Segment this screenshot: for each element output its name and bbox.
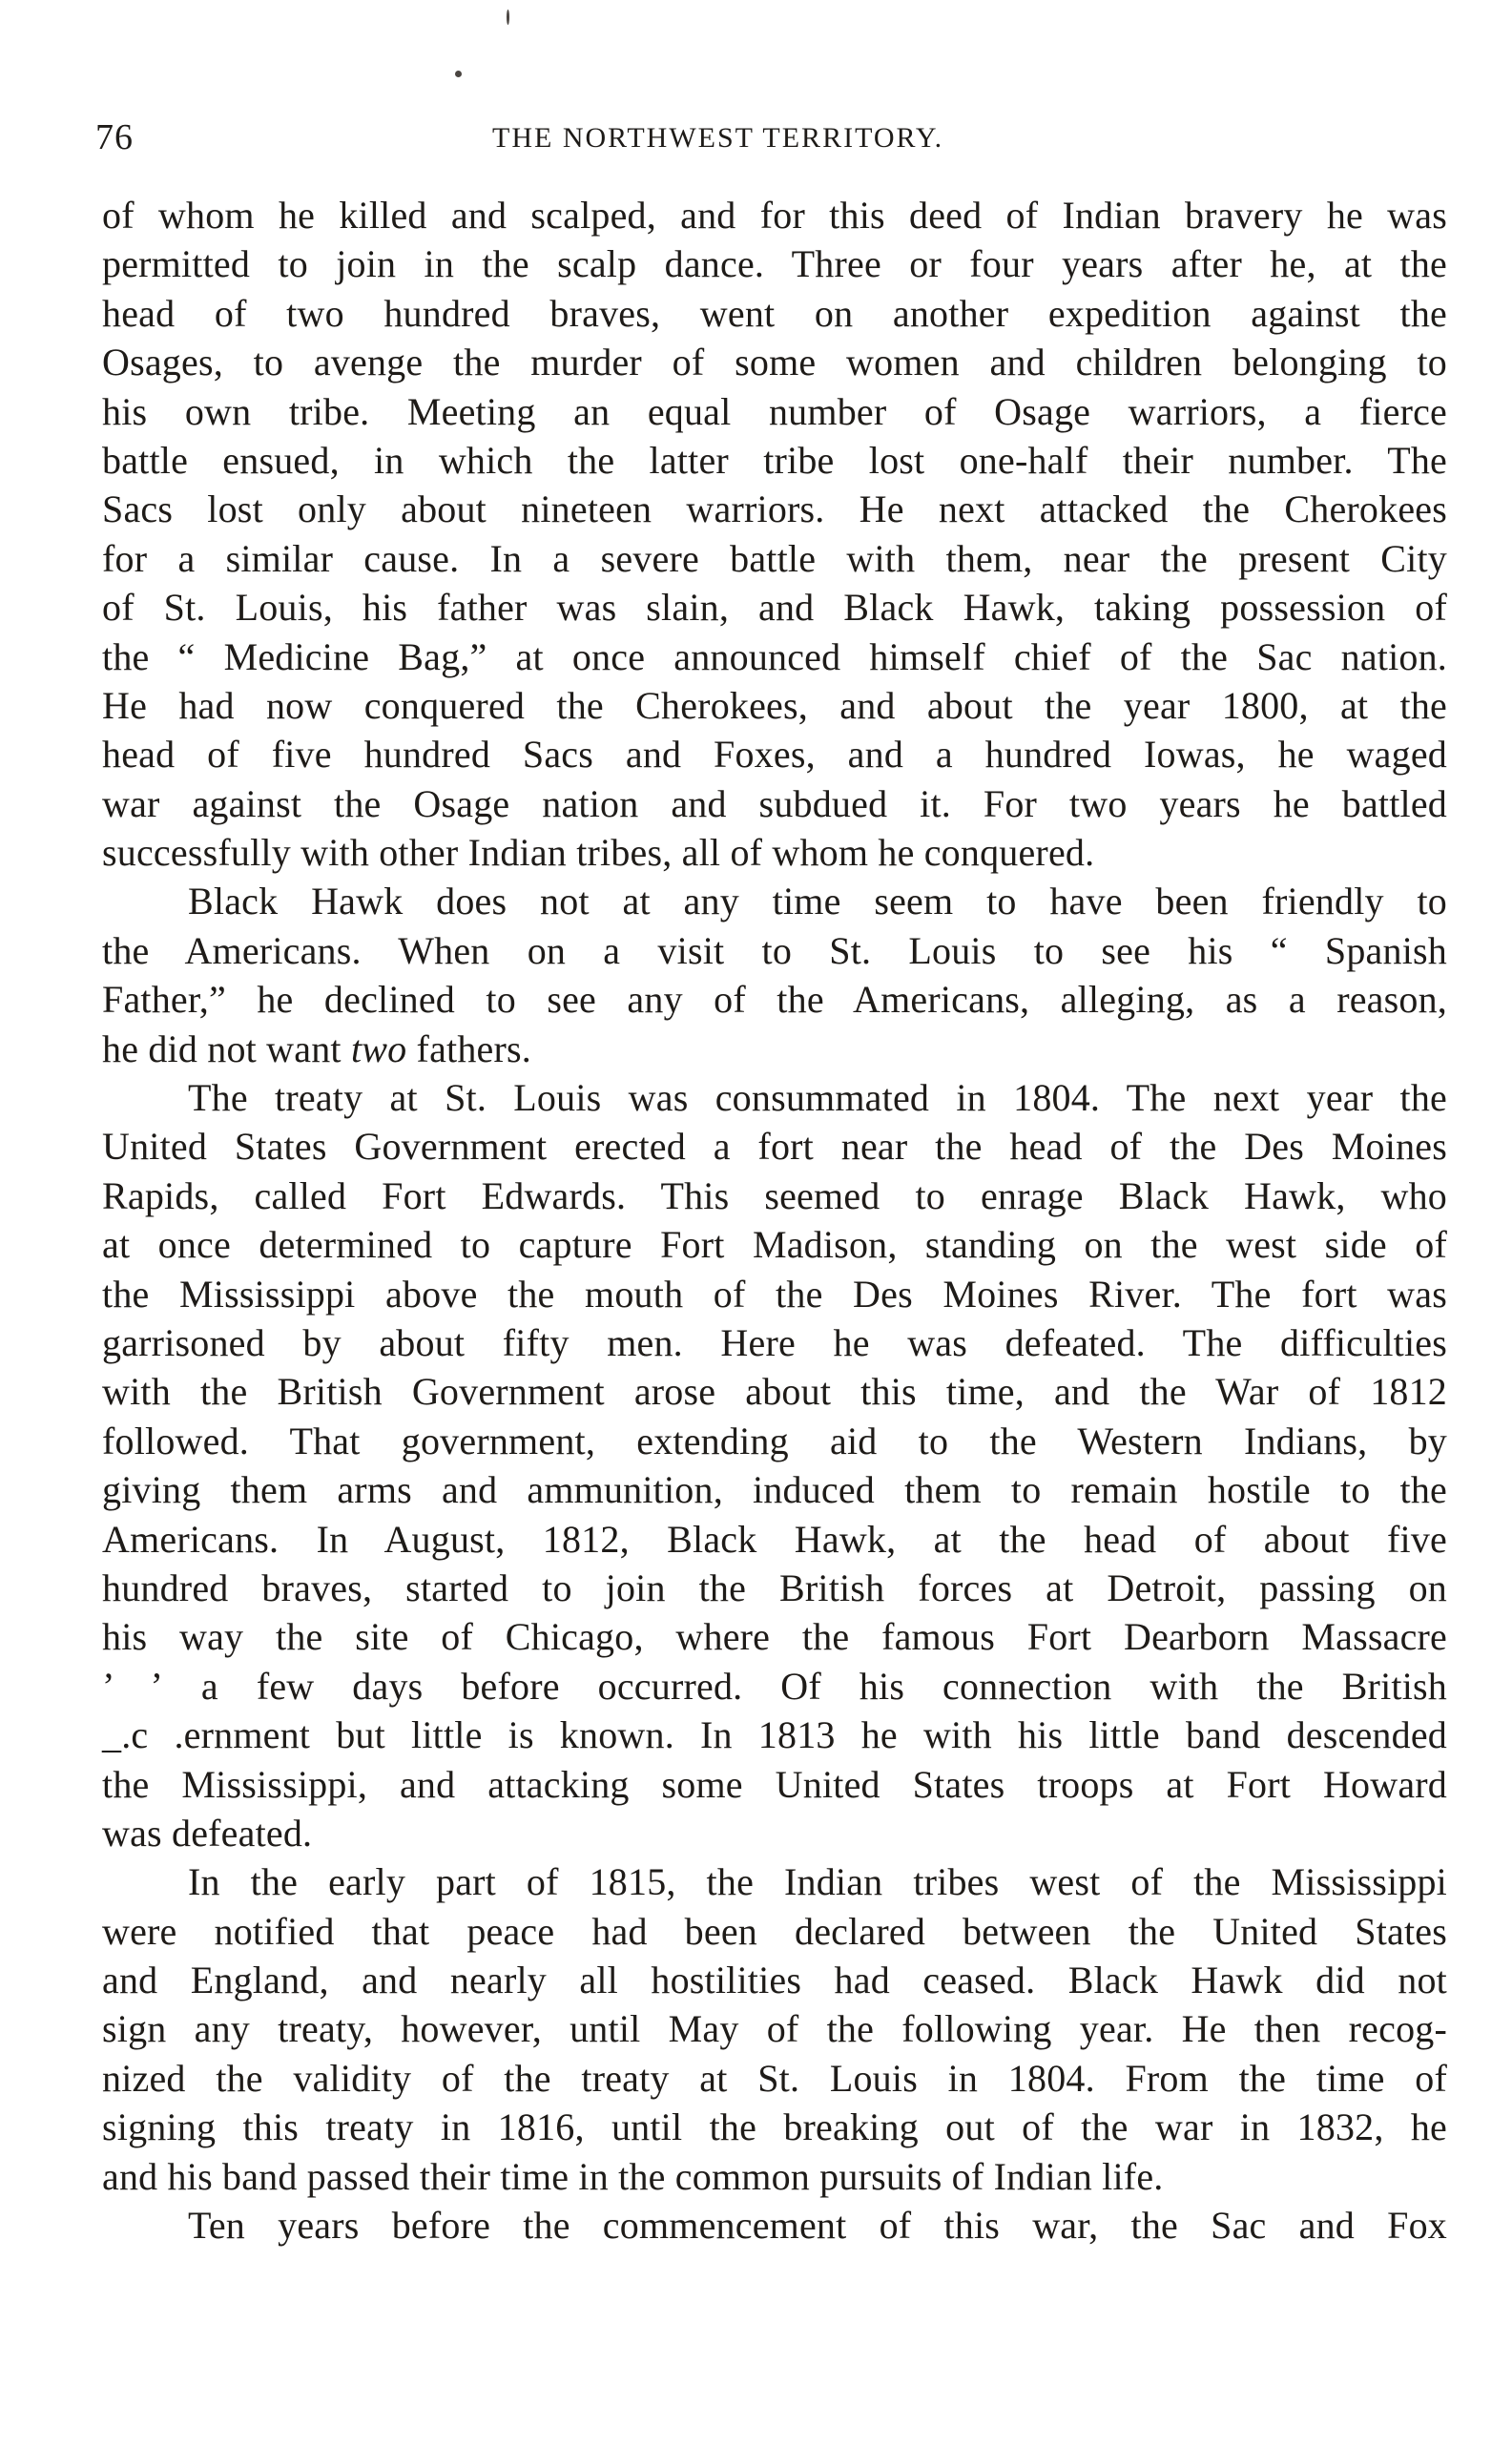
text-line: was defeated. (102, 1811, 313, 1855)
text-line: giving them arms and ammunition, induced them to remain hostile to the (102, 1468, 1447, 1512)
text-line: with the British Government arose about this time, and the War of 1812 (102, 1370, 1447, 1414)
text-line: signing this treaty in 1816, until the breaking out of the war in 1832, he (102, 2105, 1447, 2149)
text-line: ’ ʼ a few days before occurred. Of his connection with the British (102, 1664, 1447, 1708)
text-line: Osages, to avenge the murder of some women and children belonging to (102, 341, 1447, 384)
text-line: He had now conquered the Cherokees, and about the year 1800, at the (102, 683, 1447, 727)
text-line: the “ Medicine Bag,” at once announced himself chief of the Sac nation. (102, 634, 1447, 678)
text-line: head of two hundred braves, went on another expedition against the (102, 291, 1447, 335)
text-line: war against the Osage nation and subdued it. For two years he battled (102, 781, 1447, 825)
text-line: his own tribe. Meeting an equal number of Osage warriors, a fierce (102, 389, 1447, 433)
text-line: his way the site of Chicago, where the famous Fort Dearborn Massacre (102, 1615, 1447, 1659)
text-line: permitted to join in the scalp dance. Three or four years after he, at the (102, 242, 1447, 286)
text-line: Americans. In August, 1812, Black Hawk, at the head of about five (102, 1517, 1447, 1561)
text-line: hundred braves, started to join the British forces at Detroit, passing on (102, 1566, 1447, 1609)
text-line: and his band passed their time in the common pursuits of Indian life. (102, 2154, 1164, 2198)
text-line: of St. Louis, his father was slain, and Black Hawk, taking possession of (102, 586, 1447, 630)
text-line: Father,” he declined to see any of the Americans, alleging, as a reason, (102, 978, 1447, 1022)
text-line: Black Hawk does not at any time seem to have been friendly to (188, 880, 1447, 923)
text-line: the Mississippi, and attacking some United States troops at Fort Howard (102, 1762, 1447, 1806)
ink-speck-dot (455, 71, 462, 77)
text-line: nized the validity of the treaty at St. Louis in 1804. From the time of (102, 2056, 1447, 2100)
text-line: and England, and nearly all hostilities had ceased. Black Hawk did not (102, 1959, 1447, 2002)
text-line: battle ensued, in which the latter tribe lost one-half their number. The (102, 438, 1447, 482)
text-line: United States Government erected a fort near the head of the Des Moines (102, 1125, 1447, 1169)
body-text (102, 191, 1447, 2250)
text-line: Ten years before the commencement of this war, the Sac and Fox (188, 2204, 1447, 2248)
text-line: The treaty at St. Louis was consummated in 1804. The next year the (188, 1076, 1447, 1120)
text-line: followed. That government, extending aid to the Western Indians, by (102, 1419, 1447, 1462)
text-line: Sacs lost only about nineteen warriors. He next attacked the Cherokees (102, 487, 1447, 531)
running-title: THE NORTHWEST TERRITORY. (492, 122, 944, 154)
text-line: head of five hundred Sacs and Foxes, and a hundred Iowas, he waged (102, 733, 1447, 777)
running-head (95, 116, 1450, 164)
text-line: for a similar cause. In a severe battle with them, near the present City (102, 536, 1447, 580)
text-line: In the early part of 1815, the Indian tribes west of the Mississippi (188, 1860, 1447, 1904)
text-line: sign any treaty, however, until May of the following year. He then recog- (102, 2007, 1447, 2051)
text-fragment: fathers. (416, 1026, 531, 1070)
text-fragment: he did not want (102, 1026, 342, 1070)
text-line: at once determined to capture Fort Madison, standing on the west side of (102, 1223, 1447, 1267)
text-line: _.c .ernment but little is known. In 1813 he with his little band descended (102, 1713, 1447, 1757)
text-line (102, 1025, 1447, 1073)
ink-speck-top (507, 10, 509, 25)
text-line: were notified that peace had been declared between the United States (102, 1909, 1447, 1953)
text-line: Rapids, called Fort Edwards. This seemed to enrage Black Hawk, who (102, 1173, 1447, 1217)
text-line: the Americans. When on a visit to St. Louis to see his “ Spanish (102, 928, 1447, 972)
text-line: successfully with other Indian tribes, all of whom he conquered. (102, 831, 1095, 875)
italic-word: two (350, 1026, 407, 1070)
text-line: garrisoned by about fifty men. Here he was defeated. The difficulties (102, 1320, 1447, 1364)
page-number: 76 (95, 117, 134, 157)
text-line: of whom he killed and scalped, and for this deed of Indian bravery he was (102, 194, 1447, 237)
text-line: the Mississippi above the mouth of the Des Moines River. The fort was (102, 1272, 1447, 1316)
